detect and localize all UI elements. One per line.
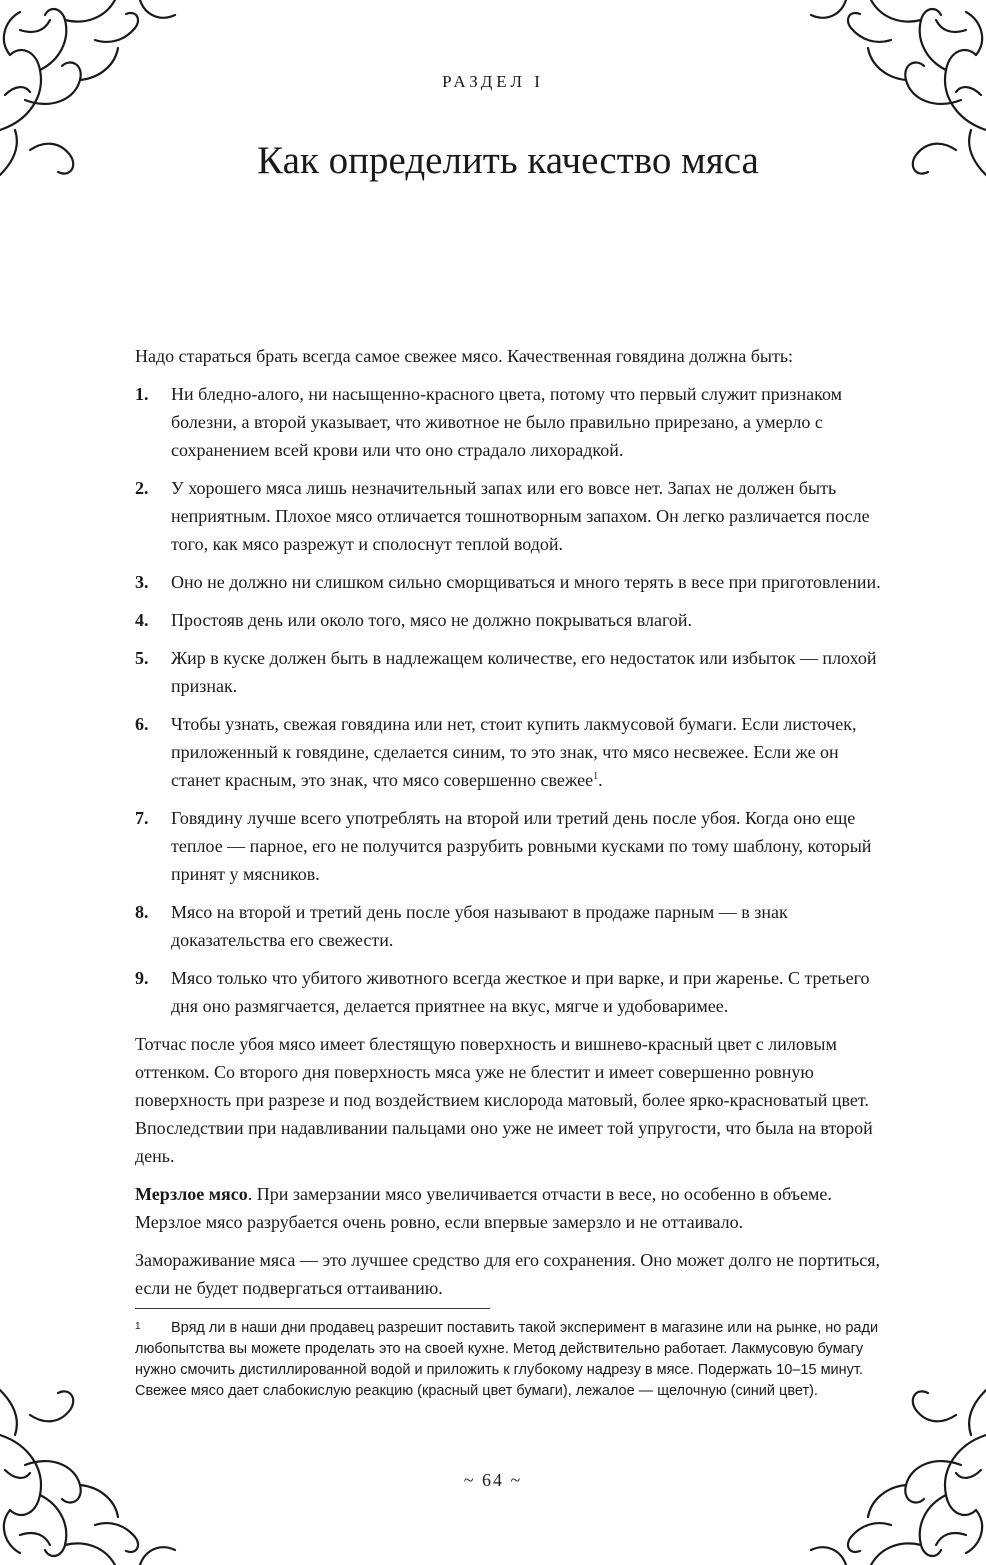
freezing-paragraph: Замораживание мяса — это лучшее средство для его сохранения. Оно может долго не портиться, если не будет подвергаться оттаиванию. [135,1250,881,1298]
intro-paragraph: Надо стараться брать всегда самое свежее мясо. Качественная говядина должна быть: [135,346,794,366]
list-item-text: Ни бледно-алого, ни насыщенно-красного цвета, потому что первый служит признаком болезни, а второй указывает, что животное не было правильно прирезано, а умерло с сохранением всей крови или что оно страдало лихорадкой. [171,384,843,460]
list-item [135,380,883,464]
list-item-text: У хорошего мяса лишь незначительный запах или его вовсе нет. Запах не должен быть неприятным. Плохое мясо отличается тошнотворным запахом. Он легко различается после того, как мясо разрежут и сполоснут теплой водой. [171,478,870,554]
list-item-text: Жир в куске должен быть в надлежащем количестве, его недостаток или избыток — плохой признак. [171,648,877,696]
list-item-number: 2. [135,478,149,498]
frozen-meat-term: Мерзлое мясо [135,1184,248,1204]
list-item [135,606,883,634]
page-title: Как определить качество мяса [257,139,759,182]
list-item-number: 7. [135,808,149,828]
list-item-text: Простояв день или около того, мясо не должно покрываться влагой. [171,610,693,630]
frozen-meat-paragraph [135,1180,883,1236]
page-number: ~ 64 ~ [463,1470,523,1490]
list-item-number: 3. [135,572,149,592]
list-item-number: 5. [135,648,149,668]
footnote-mark: 1 [135,1321,141,1332]
list-item [135,964,883,1020]
list-item-number: 4. [135,610,149,630]
list-item-text: Говядину лучше всего употреблять на второй или третий день после убоя. Когда оно еще теплое — парное, его не получится разрубить ровными кусками по тому шаблону, который принят у мясников. [171,808,872,884]
list-item-text: Мясо на второй и третий день после убоя называют в продаже парным — в знак доказательства его свежести. [171,902,788,950]
list-item-number: 1. [135,384,149,404]
body-content [135,342,883,1312]
quality-list [135,380,883,1020]
list-item-number: 8. [135,902,149,922]
list-item-number: 6. [135,714,149,734]
list-item-text: Чтобы узнать, свежая говядина или нет, стоит купить лакмусовой бумаги. Если листочек, приложенный к говядине, сделается синим, то это знак, что мясо несвежее. Если же он станет красным, это знак, что мясо совершенно свежее$^1$. [171,714,857,790]
list-item [135,898,883,954]
list-item [135,804,883,888]
footnote-divider [135,1308,490,1309]
list-item-text: Мясо только что убитого животного всегда жесткое и при варке, и при жаренье. С третьего дня оно размягчается, делается приятнее на вкус, мягче и удобоваримее. [171,968,870,1016]
frozen-meat-text: . При замерзании мясо увеличивается отчасти в весе, но особенно в объеме. Мерзлое мясо разрубается очень ровно, если впервые замерзло и не оттаивало. [135,1184,832,1232]
footnote-text: Вряд ли в наши дни продавец разрешит поставить такой эксперимент в магазине или на рынке, но ради любопытства вы можете проделать это на своей кухне. Метод действительно работает. Лакмусовую бумагу нужно смочить дистиллированной водой и приложить к глубокому надрезу в мясе. Подержать 10–15 минут. Свежее мясо дает слабокислую реакцию (красный цвет бумаги), лежалое — щелочную (синий цвет). [135,1320,879,1399]
footnote-reference[interactable]: 1 [593,771,599,782]
list-item-text: Оно не должно ни слишком сильно сморщиваться и много терять в весе при приготовлении. [171,572,881,592]
list-item [135,710,883,794]
footnote [135,1318,885,1402]
list-item [135,644,883,700]
list-item-number: 9. [135,968,149,988]
section-label: РАЗДЕЛ I [442,72,544,91]
after-slaughter-paragraph: Тотчас после убоя мясо имеет блестящую поверхность и вишнево-красный цвет с лиловым оттенком. Со второго дня поверхность мяса уже не блестит и имеет совершенно ровную поверхность при разрезе и под воздействием кислорода матовый, более ярко-красноватый цвет. Впоследствии при надавливании пальцами оно уже не имеет той упругости, что была на второй день. [135,1034,873,1166]
list-item [135,568,883,596]
list-item-text-body: Чтобы узнать, свежая говядина или нет, стоит купить лакмусовой бумаги. Если листочек, приложенный к говядине, сделается синим, то это знак, что мясо несвежее. Если же он станет красным, это знак, что мясо совершенно свежее [171,714,857,790]
list-item [135,474,883,558]
